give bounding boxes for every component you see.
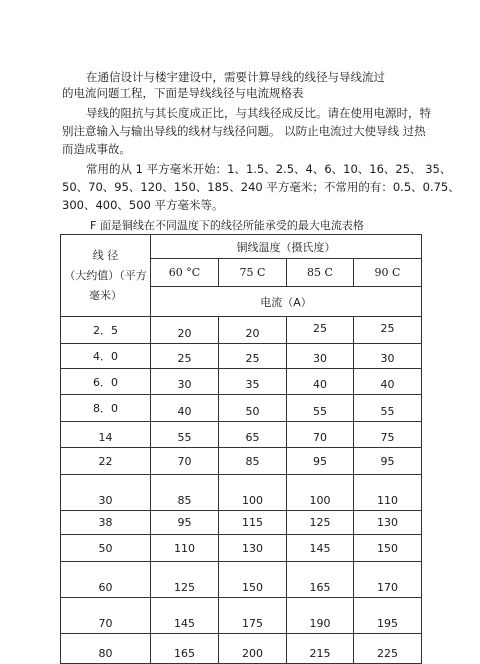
size-cell: 4．0 xyxy=(61,344,151,369)
spec-header-line-3: 毫米） xyxy=(89,288,122,302)
value-cell: 30 xyxy=(354,344,422,369)
value-cell: 20 xyxy=(219,317,287,344)
value-cell: 70 xyxy=(287,422,354,448)
value-cell: 20 xyxy=(151,317,219,344)
size-cell: 38 xyxy=(61,511,151,535)
spec-header-line-2: （大约值）（平方 xyxy=(64,268,147,282)
table-row xyxy=(61,395,422,422)
value-cell: 100 xyxy=(219,475,287,511)
value-cell: 130 xyxy=(354,511,422,535)
paragraph-line-3: 导线的阻抗与其长度成正比，与其线径成反比。请在使用电源时，特 xyxy=(86,106,431,120)
value-cell: 85 xyxy=(219,448,287,475)
spec-header-line-1: 线 径 xyxy=(92,248,119,262)
value-cell: 25 xyxy=(219,344,287,369)
value-cell: 175 xyxy=(219,598,287,634)
value-cell: 190 xyxy=(287,598,354,634)
size-cell: 14 xyxy=(61,422,151,448)
paragraph-line-6: 常用的从 1 平方毫米开始：1、1.5、2.5、4、6、10、16、25、 35、 xyxy=(86,162,452,176)
value-cell: 55 xyxy=(151,422,219,448)
temp-header: 铜线温度（摄氏度） xyxy=(151,235,422,259)
table-caption: F 面是铜线在不同温度下的线径所能承受的最大电流表格 xyxy=(90,219,364,232)
value-cell: 100 xyxy=(287,475,354,511)
size-cell: 30 xyxy=(61,475,151,511)
table-row xyxy=(61,598,422,634)
value-cell: 70 xyxy=(151,448,219,475)
table-row xyxy=(61,562,422,598)
value-cell: 40 xyxy=(287,369,354,395)
table-row xyxy=(61,448,422,475)
paragraph-line-4: 别注意输入与输出导线的线材与线径问题。 以防止电流过大使导线 过热 xyxy=(62,124,426,138)
temp-90: 90 C xyxy=(354,259,422,287)
value-cell: 30 xyxy=(287,344,354,369)
value-cell: 95 xyxy=(354,448,422,475)
temp-85: 85 C xyxy=(287,259,354,287)
value-cell: 25 xyxy=(354,317,422,344)
value-cell: 130 xyxy=(219,535,287,562)
current-spec-table xyxy=(60,234,422,664)
table-row xyxy=(61,369,422,395)
value-cell: 150 xyxy=(219,562,287,598)
value-cell: 85 xyxy=(151,475,219,511)
value-cell: 150 xyxy=(354,535,422,562)
value-cell: 110 xyxy=(354,475,422,511)
size-cell: 70 xyxy=(61,598,151,634)
paragraph-line-2: 的电流问题工程，下面是导线线径与电流规格表 xyxy=(62,86,304,100)
value-cell: 35 xyxy=(219,369,287,395)
value-cell: 115 xyxy=(219,511,287,535)
value-cell: 30 xyxy=(151,369,219,395)
value-cell: 75 xyxy=(354,422,422,448)
paragraph-line-8: 300、400、500 平方毫米等。 xyxy=(62,198,224,212)
size-cell: 80 xyxy=(61,634,151,664)
unit-header: 电流（A） xyxy=(151,287,422,317)
value-cell: 40 xyxy=(151,395,219,422)
value-cell: 145 xyxy=(287,535,354,562)
size-cell: 6．0 xyxy=(61,369,151,395)
value-cell: 55 xyxy=(354,395,422,422)
value-cell: 165 xyxy=(287,562,354,598)
value-cell: 145 xyxy=(151,598,219,634)
table-row xyxy=(61,344,422,369)
table-row xyxy=(61,535,422,562)
value-cell: 25 xyxy=(287,317,354,344)
value-cell: 50 xyxy=(219,395,287,422)
value-cell: 95 xyxy=(151,511,219,535)
spec-header-cell xyxy=(61,235,151,317)
table-row xyxy=(61,634,422,664)
value-cell: 165 xyxy=(151,634,219,664)
table-row xyxy=(61,317,422,344)
value-cell: 195 xyxy=(354,598,422,634)
table-row xyxy=(61,422,422,448)
size-cell: 2．5 xyxy=(61,317,151,344)
value-cell: 40 xyxy=(354,369,422,395)
temp-75: 75 C xyxy=(219,259,287,287)
size-cell: 50 xyxy=(61,535,151,562)
paragraph-line-5: 而造成事故。 xyxy=(62,142,131,156)
paragraph-line-7: 50、70、95、120、150、185、240 平方毫米；不常用的有：0.5、0.75、 xyxy=(62,180,460,194)
size-cell: 8．0 xyxy=(61,395,151,422)
value-cell: 25 xyxy=(151,344,219,369)
value-cell: 215 xyxy=(287,634,354,664)
table-row xyxy=(61,475,422,511)
size-cell: 22 xyxy=(61,448,151,475)
size-cell: 60 xyxy=(61,562,151,598)
value-cell: 225 xyxy=(354,634,422,664)
value-cell: 200 xyxy=(219,634,287,664)
value-cell: 170 xyxy=(354,562,422,598)
value-cell: 125 xyxy=(151,562,219,598)
temp-60: 60 °C xyxy=(151,259,219,287)
paragraph-line-1: 在通信设计与楼宇建设中，需要计算导线的线径与导线流过 xyxy=(86,70,385,84)
value-cell: 125 xyxy=(287,511,354,535)
value-cell: 95 xyxy=(287,448,354,475)
table-row xyxy=(61,511,422,535)
value-cell: 65 xyxy=(219,422,287,448)
value-cell: 110 xyxy=(151,535,219,562)
value-cell: 55 xyxy=(287,395,354,422)
